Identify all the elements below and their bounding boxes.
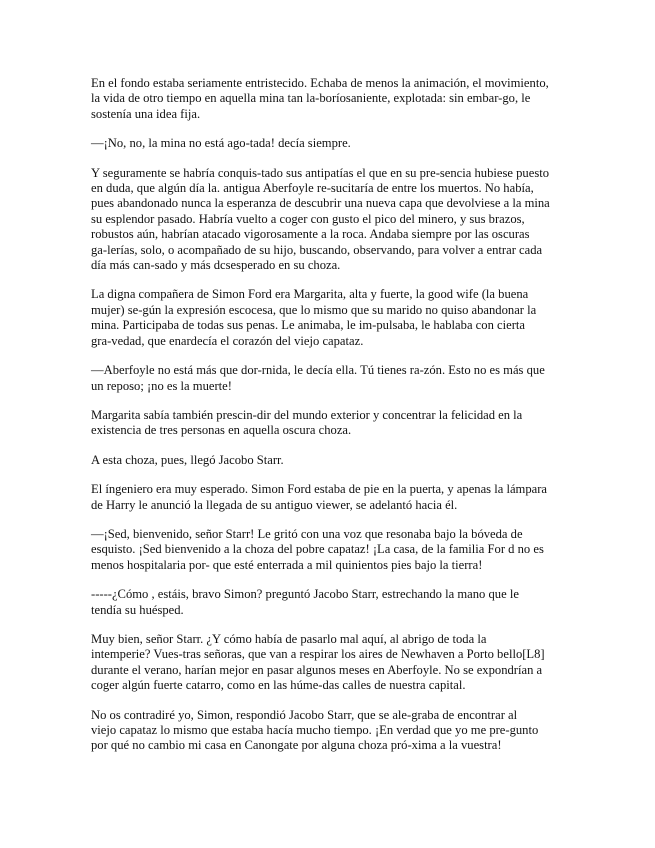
paragraph-5: —Aberfoyle no está más que dor-rnida, le decía ella. Tú tienes ra-zón. Esto no es más que un reposo; ¡no es la muerte! <box>91 363 545 393</box>
paragraph-12: No os contradiré yo, Simon, respondió Jacobo Starr, que se ale-graba de encontrar al viejo capataz lo mismo que estaba hacía mucho tiempo. ¡En verdad que yo me pre-gunto por qué no cambio mi casa en Canongate por alguna choza pró-xima a la vuestra! <box>91 707 539 753</box>
paragraph-6: Margarita sabía también prescin-dir del mundo exterior y concentrar la felicidad en la existencia de tres personas en aquella oscura choza. <box>91 407 523 438</box>
paragraph-3: Y seguramente se habría conquis-tado sus antipatías el que en su pre-sencia hubiese puesto en duda, que algún día la. antigua Aberfoyle re-sucitaría de entre los muertos. No había, pues abandonado nunca la esperanza de descubrir una nueva capa que devolviese a la mina su esplendor pasado. Habría vuelto a coger con gusto el pico del minero, y sus brazos, robustos aún, habrían atacado vigorosamente a la roca. Andaba siempre por las oscuras ga-lerías, solo, o acompañado de su hijo, buscando, observando, para volver a entrar cada día más can-sado y más dcsesperado en su choza. <box>91 165 550 273</box>
paragraph-8: El íngeniero era muy esperado. Simon Ford estaba de pie en la puerta, y apenas la lámpara de Harry le anunció la llegada de su antiguo viewer, se adelantó hacia él. <box>91 482 548 512</box>
paragraph-7: A esta choza, pues, llegó Jacobo Starr. <box>91 452 284 467</box>
paragraph-4: La digna compañera de Simon Ford era Margarita, alta y fuerte, la good wife (la buena mujer) se-gún la expresión escocesa, que lo mismo que su marido no quiso abandonar la mina. Participaba de todas sus penas. Le animaba, le im-pulsaba, le hablaba con cierta gra-vedad, que enardecía el corazón del viejo capataz. <box>91 287 537 348</box>
paragraph-11: Muy bien, señor Starr. ¿Y cómo había de pasarlo mal aquí, al abrigo de toda la intemperie? Vues-tras señoras, que van a respirar los aires de Newhaven a Porto bello[L8] durante el verano, harían mejor en pasar algunos meses en Aberfoyle. No se expondrían a coger algún fuerte catarro, como en las húme-das calles de nuestra capital. <box>91 631 545 693</box>
paragraph-9: —¡Sed, bienvenido, señor Starr! Le gritó con una voz que resonaba bajo la bóveda de esquisto. ¡Sed bienvenido a la choza del pobre capataz! ¡La casa, de la familia For d no es menos hospitalaria por- que esté enterrada a mil quinientos pies bajo la tierra! <box>91 526 544 572</box>
document-page <box>91 76 571 768</box>
paragraph-10: -----¿Cómo , estáis, bravo Simon? preguntó Jacobo Starr, estrechando la mano que le tendía su huésped. <box>91 587 519 617</box>
paragraph-2: —¡No, no, la mina no está ago-tada! decía siempre. <box>91 136 351 151</box>
paragraph-1: En el fondo estaba seriamente entristecido. Echaba de menos la animación, el movimiento, la vida de otro tiempo en aquella mina tan la-boríosaniente, explotada: sin embar-go, le sostenía una idea fija. <box>91 76 549 121</box>
